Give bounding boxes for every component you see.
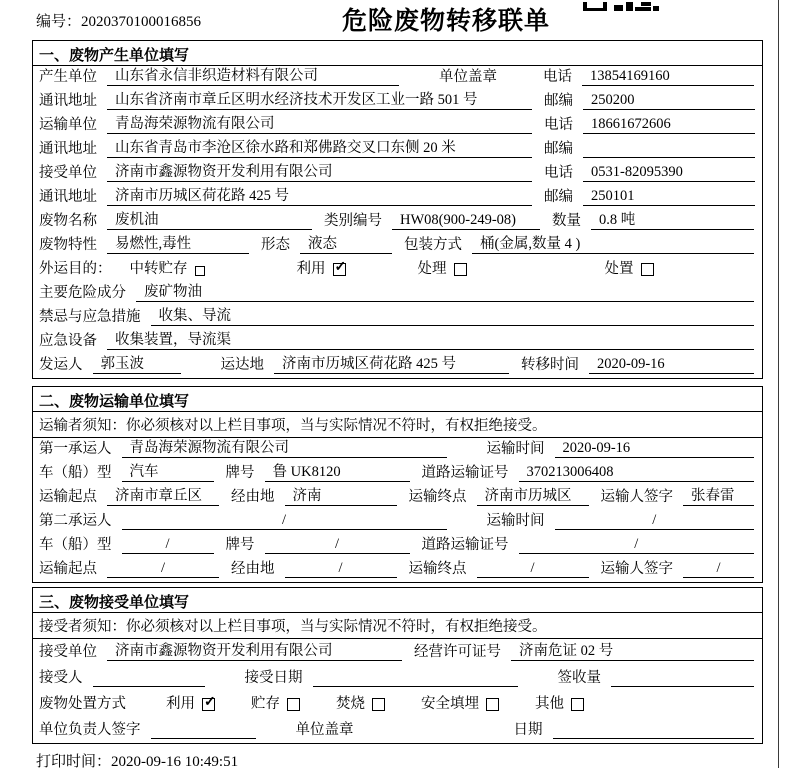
- responsible-signature-label: 单位负责人签字: [39, 722, 141, 738]
- transporter-notice: 运输者须知：你必须核对以上栏目事项，当与实际情况不符时，有权拒绝接受。: [33, 412, 762, 438]
- consignor-value: 郭玉波: [93, 352, 181, 374]
- carrier-signature-2-label: 运输人签字: [600, 561, 673, 577]
- receive-date-label: 接受日期: [244, 670, 303, 686]
- origin-2-label: 运输起点: [39, 561, 97, 577]
- form-row: [33, 354, 762, 378]
- checkbox-disposal-storage: [287, 698, 300, 711]
- receiver-unit-value: 济南市鑫源物资开发利用有限公司: [107, 160, 532, 182]
- checkbox-treat: [454, 263, 467, 276]
- print-time-value: 2020-09-16 10:49:51: [111, 754, 239, 768]
- receiver-notice: 接受者须知：你必须核对以上栏目事项，当与实际情况不符时，有权拒绝接受。: [33, 613, 762, 639]
- checkbox-disposal-other: [571, 698, 584, 711]
- waste-packaging-value: 桶(金属,数量 4 ): [472, 232, 754, 254]
- second-carrier-label: 第二承运人: [39, 513, 112, 529]
- waste-characteristics-value: 易燃性,毒性: [107, 232, 249, 254]
- emergency-equipment-label: 应急设备: [39, 333, 97, 349]
- transfer-date-value: 2020-09-16: [589, 356, 754, 374]
- form-row: [33, 510, 762, 534]
- print-time-line: [36, 750, 796, 768]
- form-row: [33, 186, 762, 210]
- plate-number-1-label: 牌号: [225, 465, 255, 481]
- disposal-option-utilize: [166, 692, 215, 713]
- road-cert-1-value: 370213006408: [519, 464, 755, 482]
- receive-date-value: [313, 686, 518, 687]
- receiver-unit-label: 接受单位: [39, 165, 97, 181]
- document-title: 危险废物转移联单: [341, 7, 550, 35]
- disposal-method-label: 废物处置方式: [39, 696, 126, 712]
- form-row: [33, 534, 762, 558]
- print-time-label: 打印时间：: [36, 754, 112, 768]
- form-row: [33, 234, 762, 258]
- transport-date-2-value: /: [555, 512, 755, 530]
- disposal-option-landfill: [421, 692, 499, 713]
- unit-seal-label: 单位盖章: [439, 69, 497, 85]
- terminal-1-label: 运输终点: [408, 489, 467, 505]
- page-edge-line: [778, 0, 779, 768]
- option-label: 处理: [417, 261, 447, 277]
- disposal-method-row: [33, 691, 762, 717]
- form-row: [33, 306, 762, 330]
- road-cert-1-label: 道路运输证号: [421, 465, 509, 481]
- origin-1-value: 济南市章丘区: [107, 484, 219, 506]
- option-label: 利用: [166, 696, 195, 712]
- received-quantity-label: 签收量: [557, 670, 601, 686]
- waste-quantity-value: 0.8 吨: [591, 208, 754, 230]
- producer-postcode-value: 250200: [583, 92, 755, 110]
- form-row: [33, 558, 762, 582]
- received-quantity-value: [611, 686, 754, 687]
- transporter-unit-label: 运输单位: [39, 117, 97, 133]
- waste-category-label: 类别编号: [324, 213, 382, 229]
- first-carrier-label: 第一承运人: [39, 441, 112, 457]
- plate-number-2-value: /: [265, 536, 410, 554]
- checkbox-disposal-incinerate: [372, 698, 385, 711]
- main-hazard-value: 废矿物油: [136, 280, 754, 302]
- carrier-signature-1-value: 张春雷: [683, 484, 754, 506]
- emergency-equipment-value: 收集装置，导流渠: [107, 328, 754, 350]
- form-row: [33, 90, 762, 114]
- waste-name-value: 废机油: [107, 208, 312, 230]
- destination-value: 济南市历城区荷花路 425 号: [274, 352, 509, 374]
- terminal-2-value: /: [477, 560, 589, 578]
- option-label: 贮存: [251, 696, 280, 712]
- via-1-label: 经由地: [231, 489, 275, 505]
- taboo-measures-label: 禁忌与应急措施: [39, 309, 141, 325]
- section-receiver-header: 三、废物接受单位填写: [33, 588, 762, 613]
- producer-phone-label: 电话: [543, 69, 572, 85]
- purpose-option-utilize: [297, 257, 346, 278]
- serial-label: 编号：: [36, 14, 82, 30]
- purpose-option-treat: [418, 257, 467, 278]
- via-1-value: 济南: [285, 484, 397, 506]
- transporter-unit-value: 青岛海荣源物流有限公司: [107, 112, 532, 134]
- option-label: 处置: [604, 261, 634, 277]
- purpose-option-dispose: [605, 257, 654, 278]
- transporter-address-label: 通讯地址: [39, 141, 97, 157]
- waste-category-value: HW08(900-249-08): [392, 212, 540, 230]
- checkbox-disposal-landfill: [486, 698, 499, 711]
- transporter-address-value: 山东省青岛市李沧区徐水路和郑佛路交叉口东侧 20 米: [107, 136, 532, 158]
- producer-unit-value: 山东省永信非织造材料有限公司: [107, 64, 399, 86]
- receiver-seal-label: 单位盖章: [295, 722, 354, 738]
- vehicle-type-2-value: /: [122, 536, 214, 554]
- transport-date-1-label: 运输时间: [486, 441, 545, 457]
- transporter-phone-label: 电话: [544, 117, 573, 133]
- producer-phone-value: 13854169160: [582, 68, 754, 86]
- first-carrier-value: 青岛海荣源物流有限公司: [122, 436, 447, 458]
- form-row: [33, 138, 762, 162]
- receiver-postcode-value: 250101: [583, 188, 755, 206]
- form-row: [33, 639, 762, 665]
- producer-postcode-label: 邮编: [544, 93, 573, 109]
- producer-address-value: 山东省济南市章丘区明水经济技术开发区工业一路 501 号: [107, 88, 532, 110]
- disposal-option-storage: [251, 692, 300, 713]
- second-carrier-value: /: [122, 512, 447, 530]
- terminal-2-label: 运输终点: [408, 561, 467, 577]
- transfer-purpose-row: [33, 258, 762, 282]
- receiver-address-value: 济南市历城区荷花路 425 号: [107, 184, 532, 206]
- serial-number: 2020370100016856: [81, 14, 202, 30]
- transporter-postcode-value: [583, 157, 755, 158]
- terminal-1-value: 济南市历城区: [477, 484, 589, 506]
- transfer-date-label: 转移时间: [521, 357, 579, 373]
- producer-address-label: 通讯地址: [39, 93, 97, 109]
- via-2-value: /: [285, 560, 397, 578]
- form-row: [33, 330, 762, 354]
- option-label: 其他: [535, 696, 564, 712]
- road-cert-2-value: /: [519, 536, 755, 554]
- form-row: [33, 282, 762, 306]
- disposal-option-incinerate: [336, 692, 385, 713]
- date-value: [553, 738, 755, 739]
- transport-date-2-label: 运输时间: [486, 513, 545, 529]
- carrier-signature-1-label: 运输人签字: [600, 489, 673, 505]
- license-number-label: 经营许可证号: [414, 644, 501, 660]
- origin-1-label: 运输起点: [39, 489, 97, 505]
- section-producer-header: 一、废物产生单位填写: [33, 41, 762, 66]
- license-number-value: 济南危证 02 号: [511, 639, 754, 661]
- section-transporter-header: 二、废物运输单位填写: [33, 387, 762, 412]
- vehicle-type-1-value: 汽车: [122, 460, 214, 482]
- receiver-phone-label: 电话: [544, 165, 573, 181]
- transporter-postcode-label: 邮编: [544, 141, 573, 157]
- carrier-signature-2-value: /: [683, 560, 754, 578]
- checkbox-transit-storage: [195, 266, 205, 276]
- plate-number-1-value: 鲁 UK8120: [265, 460, 410, 482]
- section-receiver: [32, 587, 763, 744]
- origin-2-value: /: [107, 560, 219, 578]
- receiver-phone-value: 0531-82095390: [583, 164, 755, 182]
- receiver-person-value: [93, 686, 205, 687]
- via-2-label: 经由地: [231, 561, 275, 577]
- form-row: [33, 162, 762, 186]
- form-row: [33, 438, 762, 462]
- form-row: [33, 717, 762, 743]
- form-row: [33, 210, 762, 234]
- receiver-person-label: 接受人: [39, 670, 83, 686]
- waste-form-value: 液态: [300, 232, 392, 254]
- main-hazard-label: 主要危险成分: [39, 285, 126, 301]
- checkbox-utilize: [333, 263, 346, 276]
- vehicle-type-2-label: 车（船）型: [39, 537, 112, 553]
- consignor-label: 发运人: [39, 357, 83, 373]
- option-label: 中转贮存: [129, 261, 188, 277]
- section-transporter: [32, 386, 763, 583]
- transfer-purpose-label: 外运目的：: [39, 261, 112, 277]
- producer-unit-label: 产生单位: [39, 69, 97, 85]
- receiver-address-label: 通讯地址: [39, 189, 97, 205]
- waste-name-label: 废物名称: [39, 213, 97, 229]
- section-producer: [32, 40, 763, 379]
- vehicle-type-1-label: 车（船）型: [39, 465, 112, 481]
- option-label: 利用: [296, 261, 326, 277]
- responsible-signature-value: [151, 738, 256, 739]
- waste-characteristics-label: 废物特性: [39, 237, 97, 253]
- checkbox-dispose: [641, 263, 654, 276]
- receiver-postcode-label: 邮编: [544, 189, 573, 205]
- form-row: [33, 114, 762, 138]
- document-header: [0, 0, 796, 38]
- transporter-phone-value: 18661672606: [583, 116, 755, 134]
- receiving-unit-value: 济南市鑫源物资开发利用有限公司: [107, 639, 402, 661]
- form-row: [33, 462, 762, 486]
- waste-quantity-label: 数量: [552, 213, 581, 229]
- form-row: [33, 66, 762, 90]
- purpose-option-transit-storage: [130, 257, 205, 278]
- checkbox-disposal-utilize: [202, 698, 215, 711]
- receiving-unit-label: 接受单位: [39, 644, 97, 660]
- option-label: 安全填埋: [421, 696, 479, 712]
- disposal-option-other: [535, 692, 584, 713]
- date-label: 日期: [513, 722, 543, 738]
- transport-date-1-value: 2020-09-16: [555, 440, 755, 458]
- waste-form-label: 形态: [261, 237, 290, 253]
- plate-number-2-label: 牌号: [225, 537, 255, 553]
- road-cert-2-label: 道路运输证号: [421, 537, 509, 553]
- form-row: [33, 486, 762, 510]
- waste-packaging-label: 包装方式: [404, 237, 462, 253]
- taboo-measures-value: 收集、导流: [151, 304, 755, 326]
- form-row: [33, 665, 762, 691]
- option-label: 焚烧: [336, 696, 365, 712]
- destination-label: 运达地: [220, 357, 264, 373]
